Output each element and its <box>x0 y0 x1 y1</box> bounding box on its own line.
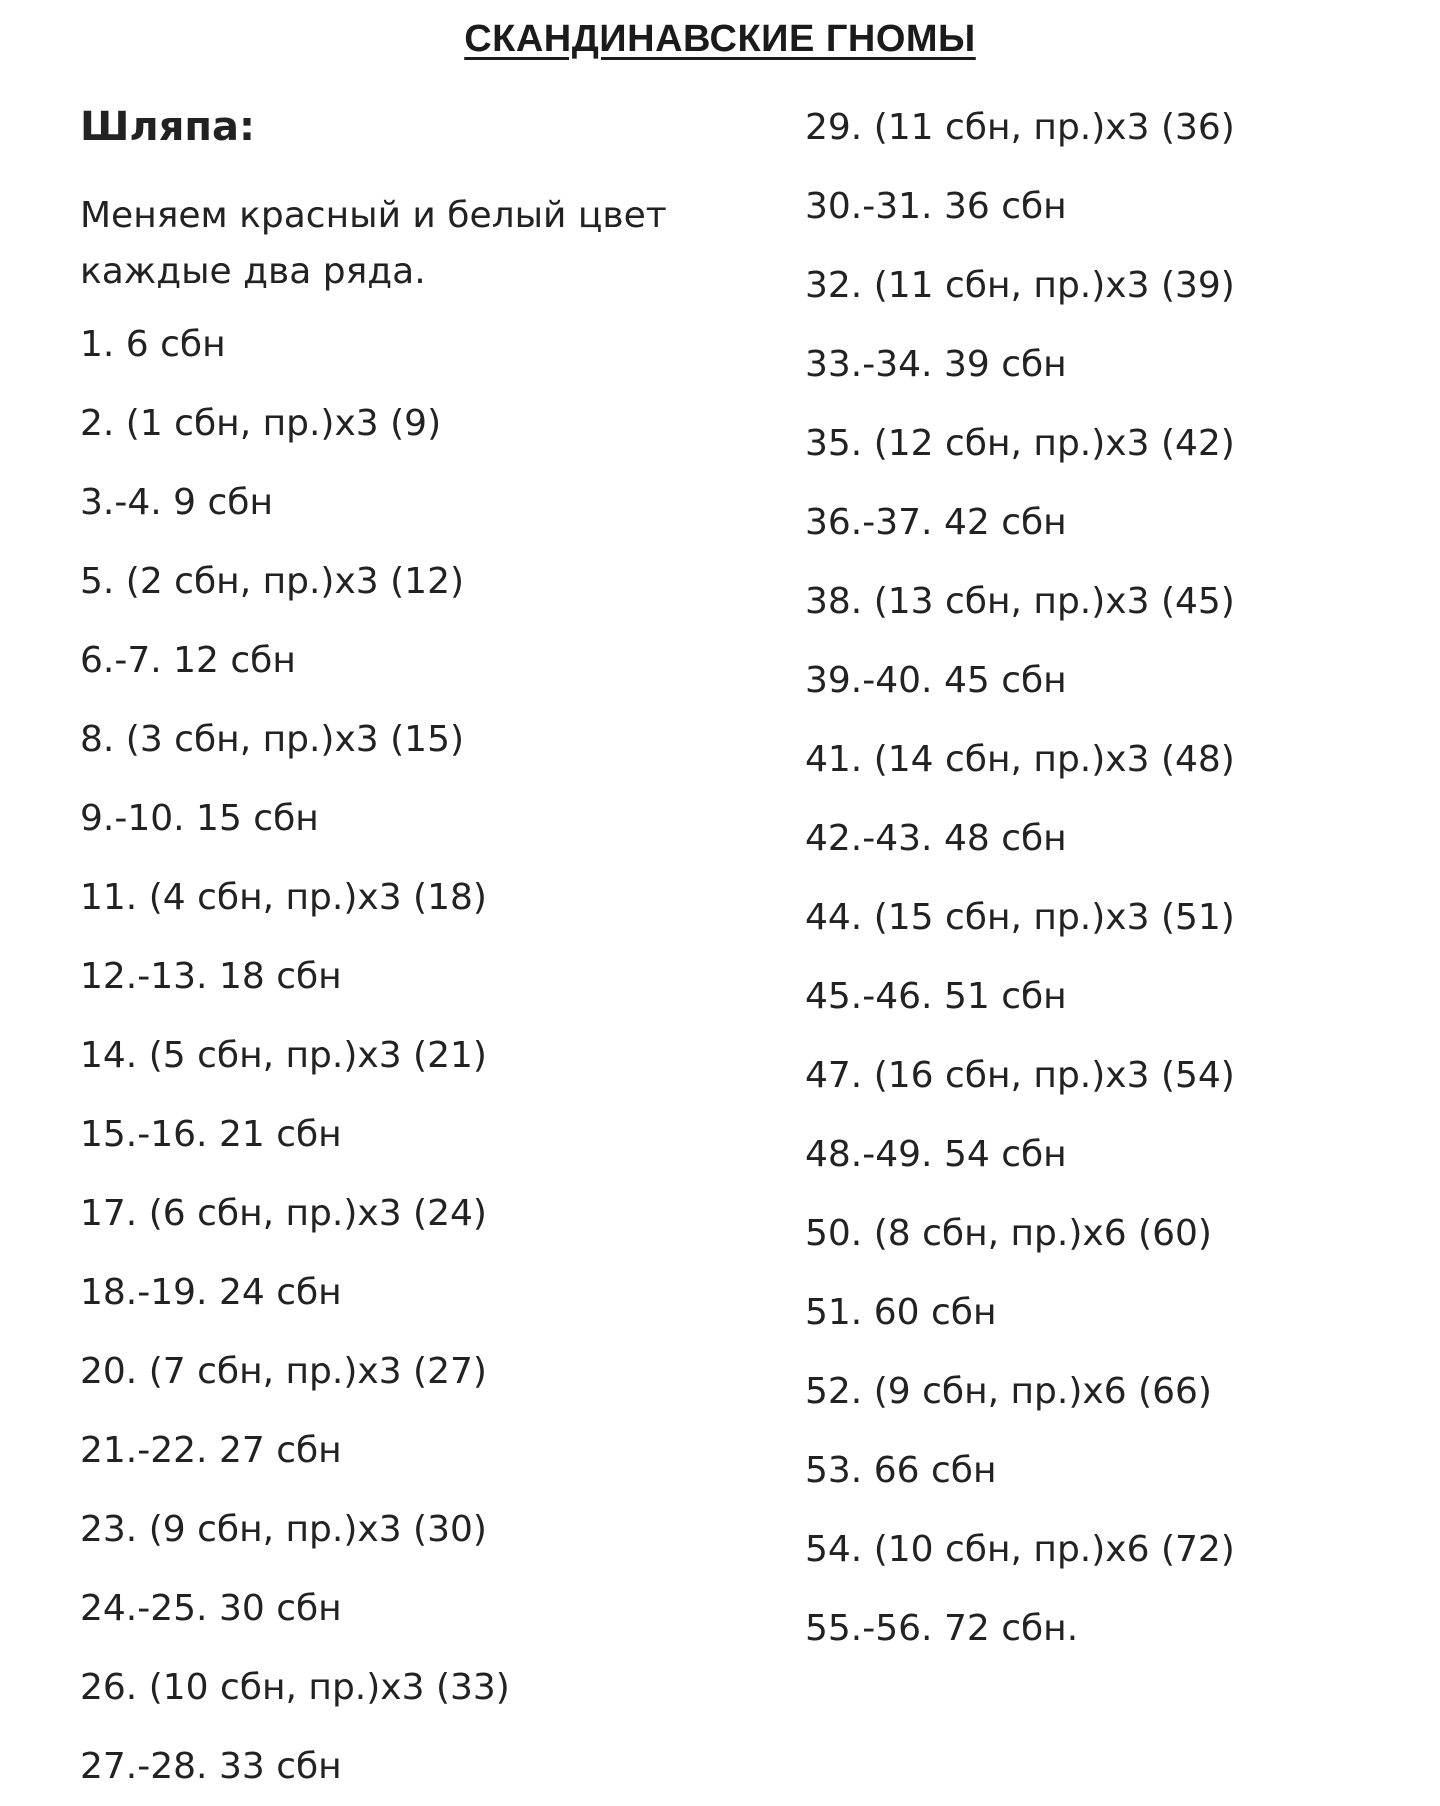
pattern-row: 20. (7 сбн, пр.)х3 (27) <box>80 1351 487 1392</box>
pattern-row: 47. (16 сбн, пр.)х3 (54) <box>805 1055 1235 1096</box>
pattern-row: 12.-13. 18 сбн <box>80 956 342 997</box>
pattern-row: 50. (8 сбн, пр.)х6 (60) <box>805 1213 1212 1254</box>
pattern-row: 29. (11 сбн, пр.)х3 (36) <box>805 107 1235 148</box>
pattern-rows-right-column <box>805 88 1235 1668</box>
pattern-row: 24.-25. 30 сбн <box>80 1588 342 1629</box>
pattern-row: 23. (9 сбн, пр.)х3 (30) <box>80 1509 487 1550</box>
pattern-row: 1. 6 сбн <box>80 324 226 365</box>
pattern-row: 32. (11 сбн, пр.)х3 (39) <box>805 265 1235 306</box>
pattern-rows-left-column <box>80 305 510 1806</box>
pattern-row: 45.-46. 51 сбн <box>805 976 1067 1017</box>
pattern-row: 15.-16. 21 сбн <box>80 1114 342 1155</box>
pattern-row: 27.-28. 33 сбн <box>80 1746 342 1787</box>
pattern-row: 48.-49. 54 сбн <box>805 1134 1067 1175</box>
section-heading-hat: Шляпа: <box>80 104 256 150</box>
pattern-row: 54. (10 сбн, пр.)х6 (72) <box>805 1529 1235 1570</box>
pattern-row: 41. (14 сбн, пр.)х3 (48) <box>805 739 1235 780</box>
pattern-row: 42.-43. 48 сбн <box>805 818 1067 859</box>
pattern-row: 14. (5 сбн, пр.)х3 (21) <box>80 1035 487 1076</box>
pattern-row: 2. (1 сбн, пр.)х3 (9) <box>80 403 442 444</box>
pattern-row: 35. (12 сбн, пр.)х3 (42) <box>805 423 1235 464</box>
pattern-row: 17. (6 сбн, пр.)х3 (24) <box>80 1193 487 1234</box>
pattern-row: 38. (13 сбн, пр.)х3 (45) <box>805 581 1235 622</box>
pattern-row: 3.-4. 9 сбн <box>80 482 274 523</box>
pattern-row: 30.-31. 36 сбн <box>805 186 1067 227</box>
pattern-row: 18.-19. 24 сбн <box>80 1272 342 1313</box>
pattern-row: 8. (3 сбн, пр.)х3 (15) <box>80 719 465 760</box>
pattern-row: 21.-22. 27 сбн <box>80 1430 342 1471</box>
pattern-row: 9.-10. 15 сбн <box>80 798 319 839</box>
pattern-row: 6.-7. 12 сбн <box>80 640 296 681</box>
pattern-row: 51. 60 сбн <box>805 1292 997 1333</box>
pattern-row: 36.-37. 42 сбн <box>805 502 1067 543</box>
color-change-instruction: Меняем красный и белый цвет каждые два ряда. <box>80 195 667 292</box>
pattern-row: 26. (10 сбн, пр.)х3 (33) <box>80 1667 510 1708</box>
pattern-row: 55.-56. 72 сбн. <box>805 1608 1079 1649</box>
pattern-row: 39.-40. 45 сбн <box>805 660 1067 701</box>
document-title: СКАНДИНАВСКИЕ ГНОМЫ <box>464 18 976 60</box>
pattern-row: 33.-34. 39 сбн <box>805 344 1067 385</box>
pattern-row: 11. (4 сбн, пр.)х3 (18) <box>80 877 487 918</box>
pattern-row: 5. (2 сбн, пр.)х3 (12) <box>80 561 465 602</box>
pattern-row: 44. (15 сбн, пр.)х3 (51) <box>805 897 1235 938</box>
pattern-row: 53. 66 сбн <box>805 1450 997 1491</box>
pattern-row: 52. (9 сбн, пр.)х6 (66) <box>805 1371 1212 1412</box>
